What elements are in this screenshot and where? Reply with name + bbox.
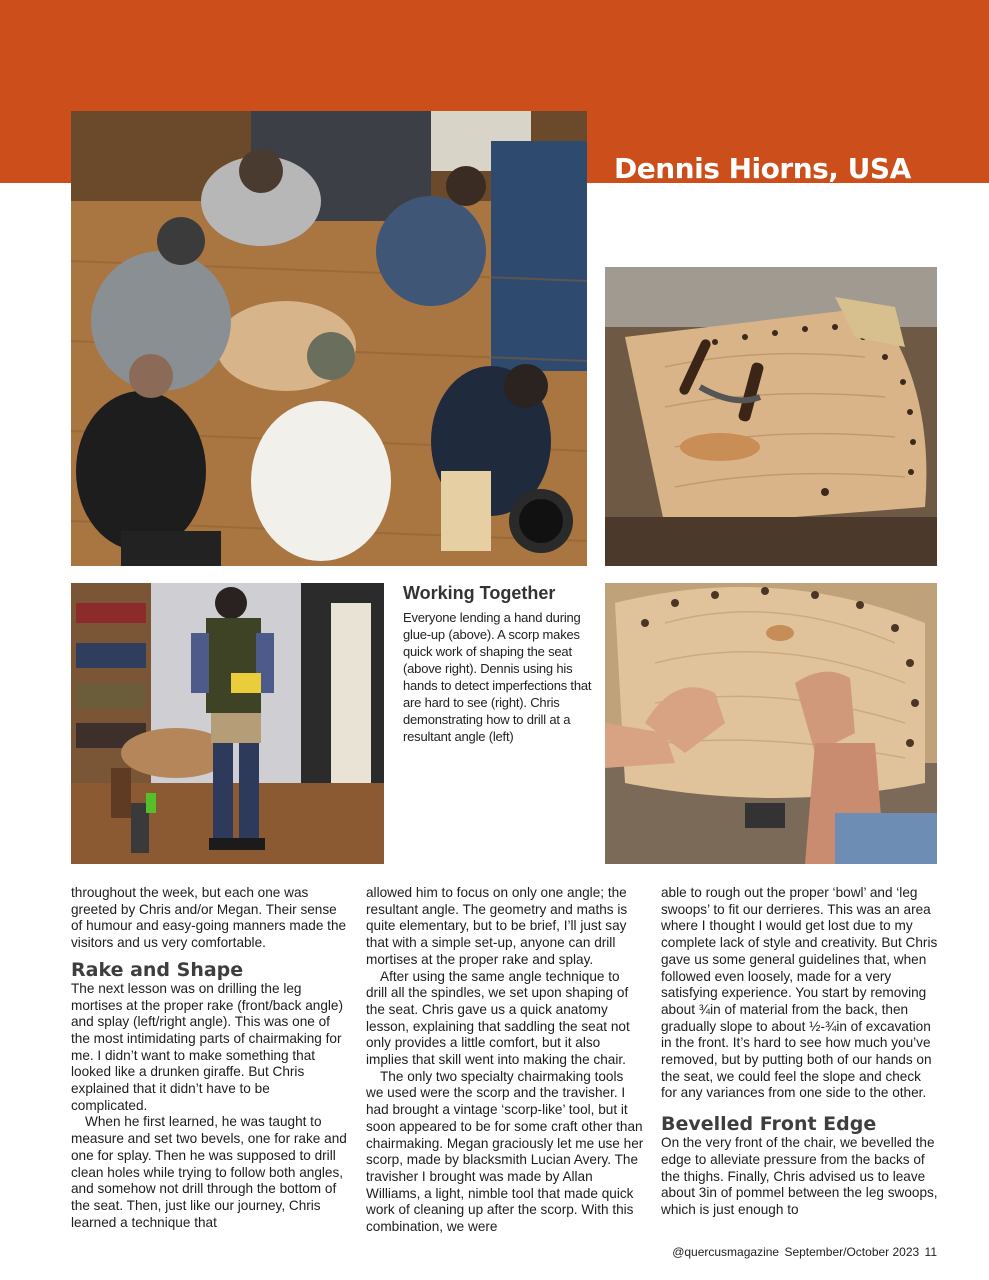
paragraph: After using the same angle technique to drill all the spindles, we set upon shaping of the seat. Chris gave us a quick anatomy lesson, explaining that saddling the seat not only provides a little comfort, but it also implies that skill went into making the chair. — [366, 968, 630, 1068]
paragraph: On the very front of the chair, we bevelled the edge to alleviate pressure from the backs of the thighs. Finally, Chris advised us to leave about 3in of pommel between the leg swoops, which is just enough to — [661, 1135, 938, 1217]
page-number: 11 — [924, 1245, 937, 1259]
article-column-1 — [71, 885, 349, 1231]
drill-photo — [71, 583, 384, 864]
paragraph: able to rough out the proper ‘bowl’ and ‘leg swoops’ to fit our derrieres. This was an area where I thought I would get lost due to my complete lack of style and creativity. But Chris gave us some general guidelines that, when followed even loosely, made for a very satisfying experience. You start by removing about ¾in of material from the back, then gradually slope to about ½-¾in of excavation in the front. It’s hard to see how much you’ve removed, but by putting both of our hands on the seat, we could feel the slope and check for any variances from one side to the other. — [661, 885, 938, 1101]
article-column-3 — [661, 885, 939, 1219]
page-footer — [670, 1245, 937, 1259]
paragraph: allowed him to focus on only one angle; the resultant angle. The geometry and maths is quite elementary, but to be brief, I’ll just say that with a simple set-up, anyone can drill mortises at the proper rake and splay. — [366, 885, 628, 967]
scorp-photo — [605, 267, 937, 566]
paragraph: The only two specialty chairmaking tools we used were the scorp and the travisher. I had brought a vintage ‘scorp-like’ tool, but it soon appeared to be for some craft other than chairmaking. Megan graciously let me use her scorp, made by blacksmith Lucian Avery. The travisher I brought was made by Allan Williams, a light, nimble tool that made quick work of cleaning up after the scorp. With this combination, we were — [366, 1068, 644, 1235]
paragraph: When he first learned, he was taught to measure and set two bevels, one for rake and one for splay. Then he was supposed to drill clean holes while trying to follow both angles, and somehow not drill through the bottom of the seat. Then, just like our journey, Chris learned a technique that — [71, 1114, 347, 1230]
caption-title: Working Together — [403, 583, 556, 603]
paragraph: The next lesson was on drilling the leg mortises at the proper rake (front/back angle) and splay (left/right angle). This was one of the most intimidating parts of chairmaking for me. I didn’t want to make something that looked like a drunken giraffe. But Chris explained that it didn’t have to be complicated. — [71, 980, 344, 1113]
hands-photo — [605, 583, 937, 864]
caption-body: Everyone lending a hand during glue-up (above). A scorp makes quick work of shaping the seat (above right). Dennis using his hands to detect imperfections that are hard to see (right). Chris demonstrating how to drill at a resultant angle (left) — [403, 610, 592, 744]
section-heading-rake-and-shape: Rake and Shape — [71, 958, 244, 981]
article-column-2 — [366, 885, 644, 1236]
photo-caption — [403, 583, 593, 745]
section-heading-bevelled-front-edge: Bevelled Front Edge — [661, 1113, 877, 1136]
author-title: Dennis Hiorns, USA — [614, 152, 911, 185]
paragraph: throughout the week, but each one was greeted by Chris and/or Megan. Their sense of humour and easy-going manners made the visitors and us very comfortable. — [71, 885, 347, 951]
glueup-photo — [71, 111, 587, 566]
footer-issue: September/October 2023 — [784, 1245, 920, 1259]
footer-handle: @quercusmagazine — [672, 1245, 780, 1259]
